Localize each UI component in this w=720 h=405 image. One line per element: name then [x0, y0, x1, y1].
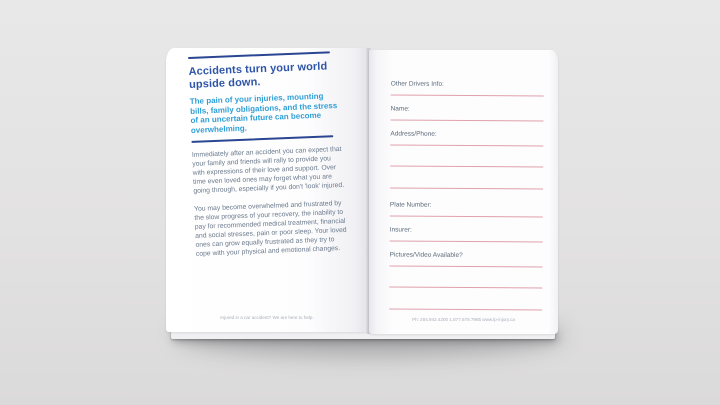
left-page	[166, 48, 368, 332]
writing-line	[390, 265, 543, 267]
writing-line	[389, 308, 542, 310]
form-field-pictures-video	[390, 251, 543, 267]
field-label: Other Drivers Info:	[390, 80, 444, 88]
form-field-insurer	[390, 226, 543, 242]
field-label: Pictures/Video Available?	[389, 251, 463, 259]
body-paragraph: Immediately after an accident you can expect that your family and friends will rally to provide you with expressions of their love and support. Over time even loved ones may forget what you are going through, especially if you don't 'look' injured.	[191, 145, 345, 195]
field-label: Insurer:	[389, 226, 412, 234]
page-subheading: The pain of your injuries, mounting bills, family obligations, and the stress of an uncertain future can become overwhelming.	[189, 91, 338, 135]
form-content	[389, 80, 544, 310]
left-page-footer: Injured in a car accident? We are here to help.	[220, 315, 314, 321]
field-label: Address/Phone:	[390, 130, 437, 138]
writing-line	[390, 144, 543, 146]
writing-line	[390, 215, 543, 217]
body-paragraph: You may become overwhelmed and frustrated by the slow progress of your recovery, the inability to pay for recommended medical treatment, financial and social stresses, pain or poor sleep. Your loved ones can grow equally frustrated as they try to cope with your physical and emotional changes.	[193, 199, 347, 258]
right-page	[369, 50, 558, 334]
field-label: Plate Number:	[389, 201, 432, 209]
writing-line	[390, 165, 543, 167]
form-field-plate-number	[390, 201, 543, 217]
writing-line	[389, 286, 542, 288]
writing-line	[390, 187, 543, 189]
left-page-content	[188, 51, 350, 259]
field-label: Name:	[390, 105, 410, 113]
open-booklet	[166, 48, 558, 340]
writing-line	[390, 240, 543, 242]
divider-rule-top	[188, 51, 330, 59]
writing-line	[391, 119, 544, 121]
form-field-name	[391, 105, 544, 121]
divider-rule-bottom	[191, 135, 333, 143]
form-field-other-drivers-info	[391, 80, 544, 96]
writing-line	[391, 94, 544, 96]
page-heading: Accidents turn your world upside down.	[188, 60, 328, 91]
form-field-address-phone	[390, 130, 543, 146]
right-page-footer: Ph: 204.942.4200 1.877.678.7985 www.lp-injury.ca	[412, 317, 515, 323]
